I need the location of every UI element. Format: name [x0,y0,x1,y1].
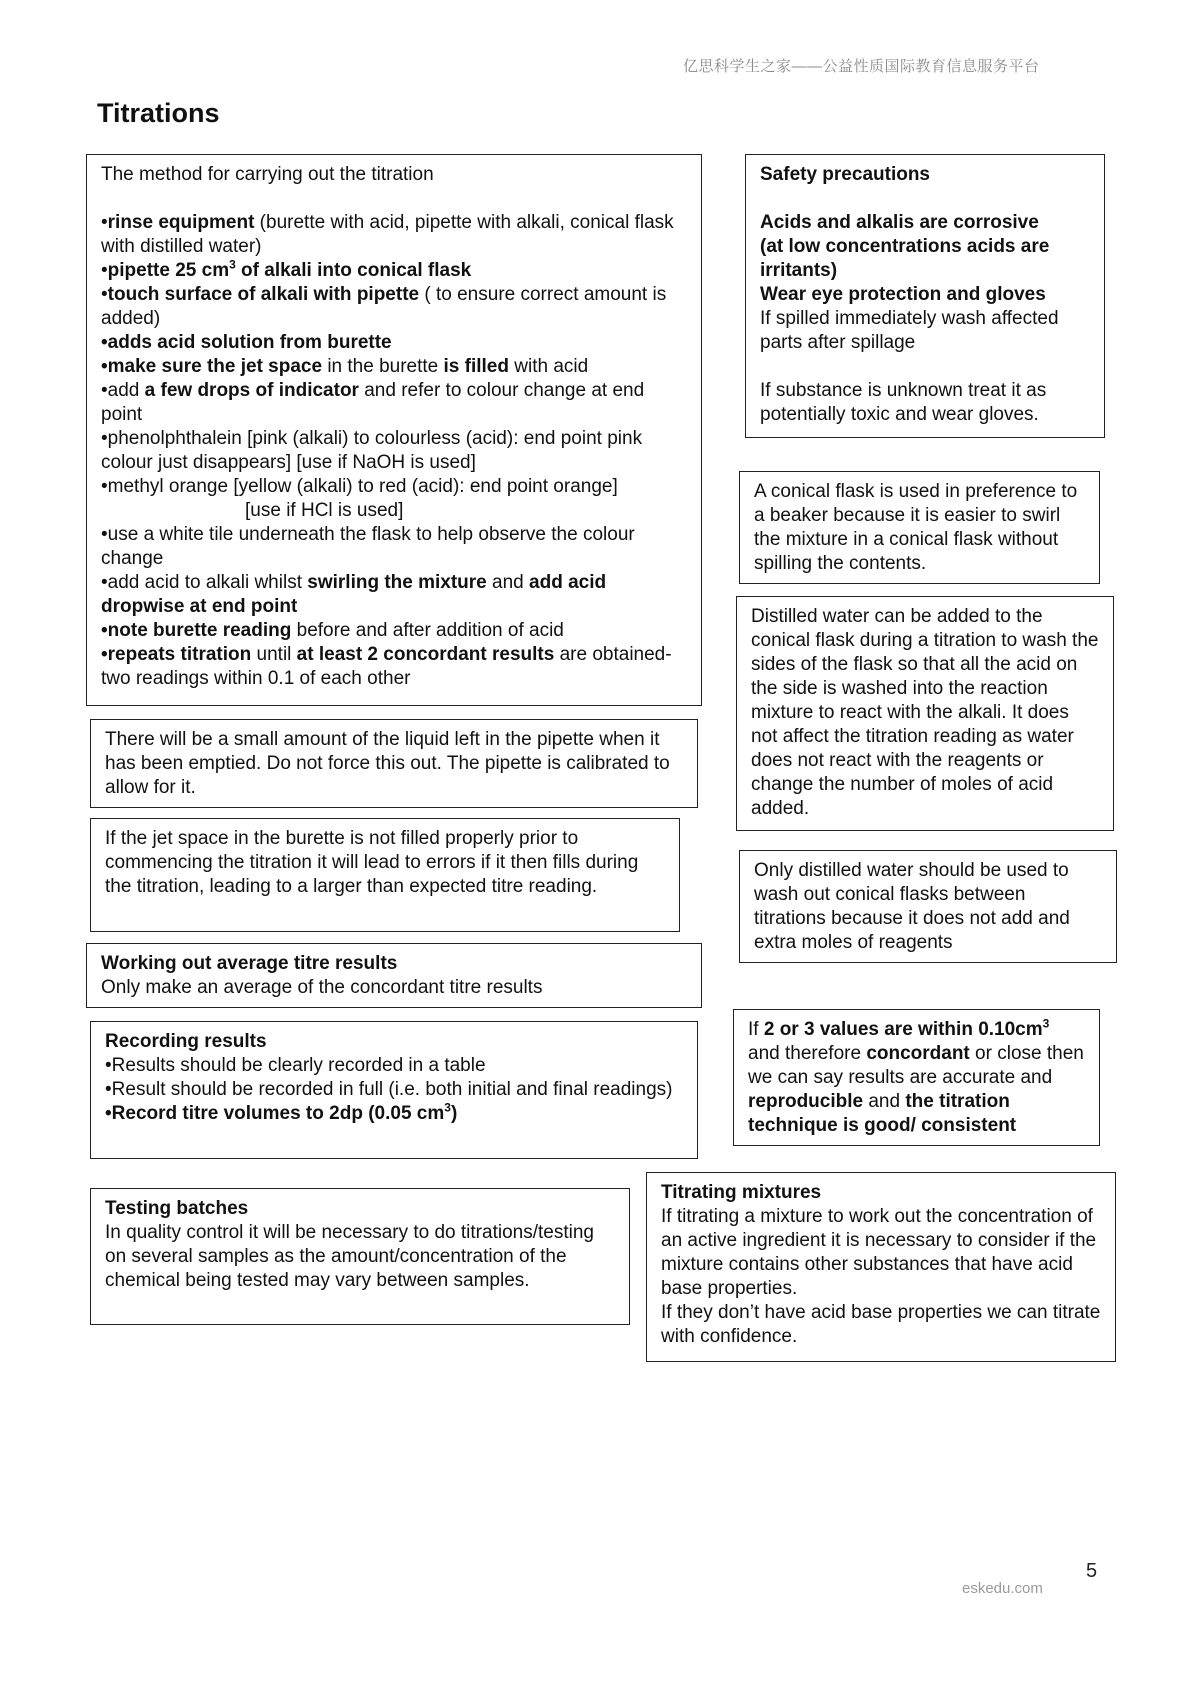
method-item: •add acid to alkali whilst swirling the mixture and add acid dropwise at end point [101,572,607,617]
pipette-text: There will be a small amount of the liquid left in the pipette when it has been emptied. Do not force this out. The pipette is calibrated to allow for it. [105,729,670,798]
method-item: •add a few drops of indicator and refer to colour change at end point [101,380,645,425]
concordant-text: If 2 or 3 values are within $0.10cm^3$ and therefore concordant or close then we can say results are accurate and reproducible and the titration technique is good/ consistent [748,1016,1084,1136]
distilled-only-text: Only distilled water should be used to wash out conical flasks between titrations because it does not add and extra moles of reagents [754,860,1070,953]
method-item: •pipette 25 $cm^3$ of alkali into conical flask [101,257,472,281]
safety-bold-line: Wear eye protection and gloves [760,284,1046,305]
method-item: •use a white tile underneath the flask to help observe the colour change [101,524,635,569]
safety-bold-line: (at low concentrations acids are irritants) [760,236,1050,281]
concordant-box [733,1009,1100,1146]
page-title: Titrations [97,98,220,128]
distilled-only-box [739,850,1117,963]
recording-results-box [90,1021,698,1159]
page-number: 5 [1086,1560,1098,1582]
distilled-water-text: Distilled water can be added to the conical flask during a titration to wash the sides of the flask so that all the acid on the side is washed into the reaction mixture to react with the alkali. It does not affect the titration reading as water does not react with the reagents or change the number of moles of acid added. [751,606,1099,819]
method-item: •touch surface of alkali with pipette ( to ensure correct amount is added) [101,284,667,329]
safety-text: If substance is unknown treat it as potentially toxic and wear gloves. [760,380,1047,425]
safety-text: If spilled immediately wash affected parts after spillage [760,308,1059,353]
safety-bold-line: Acids and alkalis are corrosive [760,212,1039,233]
method-heading: The method for carrying out the titration [101,164,434,185]
recording-line: •Result should be recorded in full (i.e. both initial and final readings) [105,1079,673,1100]
footer-site-text: eskedu.com [962,1580,1043,1597]
recording-line: •Results should be clearly recorded in a table [105,1055,486,1076]
pipette-box [90,719,698,808]
method-item: •repeats titration until at least 2 concordant results are obtained- two readings within 0.1 of each other [101,644,672,689]
method-item: •rinse equipment (burette with acid, pipette with alkali, conical flask with distilled water) [101,212,674,257]
conical-flask-text: A conical flask is used in preference to a beaker because it is easier to swirl the mixture in a conical flask without spilling the contents. [754,481,1078,574]
recording-heading: Recording results [105,1031,267,1052]
average-titre-box [86,943,702,1008]
mixtures-text: If titrating a mixture to work out the concentration of an active ingredient it is necessary to consider if the mixture contains other substances that have acid base properties. [661,1206,1097,1299]
mixtures-heading: Titrating mixtures [661,1182,822,1203]
recording-line: •Record titre volumes to 2dp (0.05 $cm^3$) [105,1100,458,1124]
jet-space-box [90,818,680,932]
conical-flask-box [739,471,1100,584]
testing-text: In quality control it will be necessary to do titrations/testing on several samples as the amount/concentration of the chemical being tested may vary between samples. [105,1222,594,1291]
jet-space-text: If the jet space in the burette is not filled properly prior to commencing the titration it will lead to errors if it then fills during the titration, leading to a larger than expected titre reading. [105,828,639,897]
method-item: •phenolphthalein [pink (alkali) to colourless (acid): end point pink colour just disappears] [use if NaOH is used] [101,428,643,473]
average-titre-text: Only make an average of the concordant titre results [101,977,543,998]
method-item: •note burette reading before and after addition of acid [101,620,564,641]
average-titre-heading: Working out average titre results [101,953,398,974]
method-item-continuation: [use if HCl is used] [245,500,404,521]
safety-box [745,154,1105,438]
titrating-mixtures-box [646,1172,1116,1362]
distilled-water-box [736,596,1114,831]
page-header-text: 亿思科学生之家——公益性质国际教育信息服务平台 [683,58,1040,75]
testing-heading: Testing batches [105,1198,249,1219]
method-item: •adds acid solution from burette [101,332,392,353]
safety-heading: Safety precautions [760,164,930,185]
testing-batches-box [90,1188,630,1325]
method-box [86,154,702,706]
mixtures-text: If they don’t have acid base properties we can titrate with confidence. [661,1302,1101,1347]
method-item: •make sure the jet space in the burette is filled with acid [101,356,589,377]
method-item: •methyl orange [yellow (alkali) to red (acid): end point orange] [101,476,618,497]
